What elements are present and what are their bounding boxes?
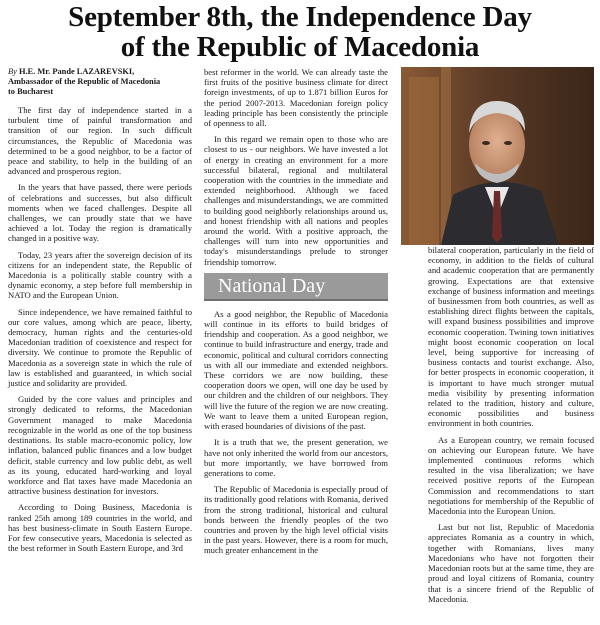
paragraph: It is a truth that we, the present generation, we have not only inherited the world from our ancestors, but more importantly, we have borrowed from generations to come. <box>204 437 388 478</box>
column-2 <box>204 67 388 562</box>
paragraph: Today, 23 years after the sovereign decision of its citizens for an independent state, the Republic of Macedonia is a politically stable country with a dynamic economy, a step before full membership in NATO and the European Union. <box>8 249 192 301</box>
paragraph: Last but not list, Republic of Macedonia appreciates Romania as a country in which, together with Romanians, lives many Macedonians who have not forgotten their Macedonian roots but at the same time, they are proud and loyal citizens of Romania, country that is a sincere friend of the Republic of Macedonia. <box>428 522 594 604</box>
paragraph: As a European country, we remain focused on achieving our European future. We have implemented continuous reforms which resulted in the visa liberalization; we have received positive reports of the European Commission and recommendations to start negotiations for membership of the Republic of Macedonia into the European Union. <box>428 434 594 517</box>
paragraph: Since independence, we have remained faithful to our core values, among which are peace, liberty, democracy, human rights and the centuries-old Macedonian tradition of coexistence and respect for diversity. We continue to promote the Republic of Macedonia as a sovereign state in which the rule of law is established and guaranteed, in which social justice and solidarity are provided. <box>8 306 192 389</box>
paragraph: The Republic of Macedonia is especially proud of its traditionally good relations with Romania, derived from the strong traditional, historical and cultural bonds between the friendly peoples of the two countries and proven by the high level official visits in the past years. However, there is a room for much, much greater enhancement in the <box>204 484 389 556</box>
headline <box>6 2 594 62</box>
author-post: to Bucharest <box>8 87 54 96</box>
section-heading: National Day <box>204 273 388 301</box>
paragraph: In this regard we remain open to those who are closest to us - our neighbors. We have invested a lot of energy in creating an environment for a more successful bilateral, regional and multilateral cooperation with the countries in the immediate and extended neighborhood. Although we faced challenges and misunderstandings, we are committed to building good neighborly relationships around us, and honest friendship with all nations and peoples around the world. With a positive approach, the challenges will turn into new opportunities and today's misunderstandings prelude to stronger friendship tomorrow. <box>204 134 388 267</box>
paragraph: Guided by the core values and principles and strongly dedicated to reforms, the Macedonian Government managed to make Macedonia recognizable in the world as one of the top business destinations. Its stable macro-economic policy, low inflation, balanced public finances and a low budget deficit, stable currency and low public debt, as well as its young, educated hard-working and loyal workforce and flat taxes have made Macedonia an attractive business destination for investors. <box>8 394 192 497</box>
column-3 <box>428 245 594 610</box>
paragraph: The first day of independence started in a turbulent time of painful transformation and transition of our region. In such difficult circumstances, the Republic of Macedonia was determined to be a good neighbor, to be a factor of peace and stability, to help in the building of an advanced and prosperous region. <box>8 105 192 177</box>
ambassador-photo <box>401 67 594 245</box>
byline <box>8 67 192 97</box>
author-name: H.E. Mr. Pande LAZAREVSKI, <box>18 67 135 76</box>
headline-line-1: September 8th, the Independence Day <box>68 1 532 33</box>
column-1 <box>8 67 192 559</box>
paragraph: In the years that have passed, there were periods of celebrations and successes, but also difficult moments when we faced challenges. Despite all challenges, we can proudly state that we have achieved a lot. Today the region is dramatically changed in a positive way. <box>8 182 192 244</box>
paragraph: According to Doing Business, Macedonia is ranked 25th among 189 countries in the world, and has best business-climate in South Eastern Europe. For few consecutive years, Macedonia is selected as the best reformer in South Eastern Europe, and 3rd <box>8 502 192 554</box>
byline-by: By <box>8 67 17 76</box>
author-role: Ambassador of the Republic of Macedonia <box>8 77 161 86</box>
paragraph: best reformer in the world. We can already taste the first fruits of the positive business climate for direct foreign investments, of up to 1.871 billion Euros for the period 2007-2013. Macedonian foreign policy leading principle has been consistently the principle of openness to all. <box>204 67 388 129</box>
headline-line-2: of the Republic of Macedonia <box>120 31 480 63</box>
paragraph: As a good neighbor, the Republic of Macedonia will continue in its efforts to build bridges of friendship and cooperation. As a good neighbor, we continue to build infrastructure and energy, trade and economic, political and cultural corridors connecting us with all our immediate and extended neighbors. These corridors we are now building, these cooperation doors we open, will one day be used by our children and the children of our neighbors. They will live the future of the region we are now creating. We want to leave them a united European region, with erased boundaries of divisions of the past. <box>204 308 388 432</box>
paragraph: bilateral cooperation, particularly in the field of economy, in addition to the fields of cultural and academic cooperation that are permanently growing. Expectations are that extensive exchange of business information and meetings of businessmen from both countries, as well as establishing direct flights between the capitals, will expand business possibilities and improve economic cooperation. Twining town initiatives might boost economic cooperation on local level, being supportive for increasing of business contacts and tourist exchange. Also, for better prospects in economic cooperation, it is important to have much stronger mutual media visibility by presenting information related to the tradition, history and culture, economic possibilities and business environment in both countries. <box>428 245 594 429</box>
